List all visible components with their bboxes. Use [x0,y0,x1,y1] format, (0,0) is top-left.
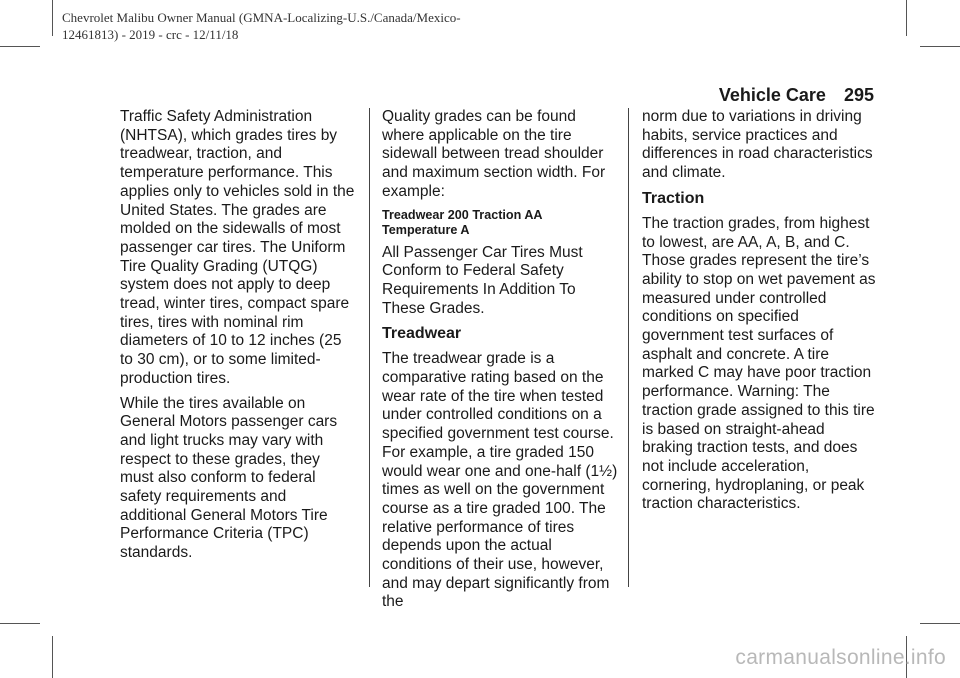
running-header: Chevrolet Malibu Owner Manual (GMNA-Localizing-U.S./Canada/Mexico- 12461813) - 2019 - crc - 12/11/18 [62,10,461,42]
page-number: 295 [843,85,874,105]
subheading-treadwear: Treadwear [382,325,462,343]
paragraph: While the tires available on General Motors passenger cars and light trucks may vary with respect to these grades, they must also conform to federal safety requirements and additional General Motors Tire Performance Criteria (TPC) standards. [120,394,338,562]
section-title: Vehicle Care [718,85,826,105]
crop-mark-bottom-right-horizontal [920,623,960,624]
section-header [650,84,874,106]
crop-mark-top-left-horizontal [0,46,40,47]
crop-mark-top-right-vertical [906,0,907,36]
crop-mark-bottom-left-vertical [52,636,53,678]
watermark: carmanualsonline.info [735,646,946,669]
crop-mark-top-right-horizontal [920,46,960,47]
column-divider [369,108,370,587]
paragraph: Quality grades can be found where applicable on the tire sidewall between tread shoulder and maximum section width. For example: [382,108,606,200]
paragraph: All Passenger Car Tires Must Conform to Federal Safety Requirements In Addition To These Grades. [382,243,583,317]
crop-mark-bottom-left-horizontal [0,623,40,624]
tire-grade-example: Treadwear 200 Traction AA Temperature A [382,207,543,237]
column-divider [628,108,629,587]
paragraph: norm due to variations in driving habits, service practices and differences in road characteristics and climate. [642,108,873,182]
paragraph: The treadwear grade is a comparative rating based on the wear rate of the tire when tested under controlled conditions on a specified government test course. For example, a tire graded 150 would wear one and one-half (1½) times as well on the government course as a tire graded 100. The relative performance of tires depends upon the actual conditions of their use, however, and may depart significantly from the [382,350,618,611]
paragraph: Traffic Safety Administration (NHTSA), which grades tires by treadwear, traction, and temperature performance. This applies only to vehicles sold in the United States. The grades are molded on the sidewalls of most passenger car tires. The Uniform Tire Quality Grading (UTQG) system does not apply to deep tread, winter tires, compact spare tires, tires with nominal rim diameters of 10 to 12 inches (25 to 30 cm), or to some limited-production tires. [120,108,355,387]
text-column-1 [120,108,356,569]
text-column-3 [642,108,878,520]
crop-mark-top-left-vertical [52,0,53,36]
subheading-traction: Traction [642,189,705,207]
text-column-2 [382,108,618,618]
paragraph: The traction grades, from highest to lowest, are AA, A, B, and C. Those grades represent the tire’s ability to stop on wet pavement as measured under controlled conditions on specified government test surfaces of asphalt and concrete. A tire marked C may have poor traction performance. Warning: The traction grade assigned to this tire is based on straight-ahead braking traction tests, and does not include acceleration, cornering, hydroplaning, or peak traction characteristics. [642,214,876,513]
